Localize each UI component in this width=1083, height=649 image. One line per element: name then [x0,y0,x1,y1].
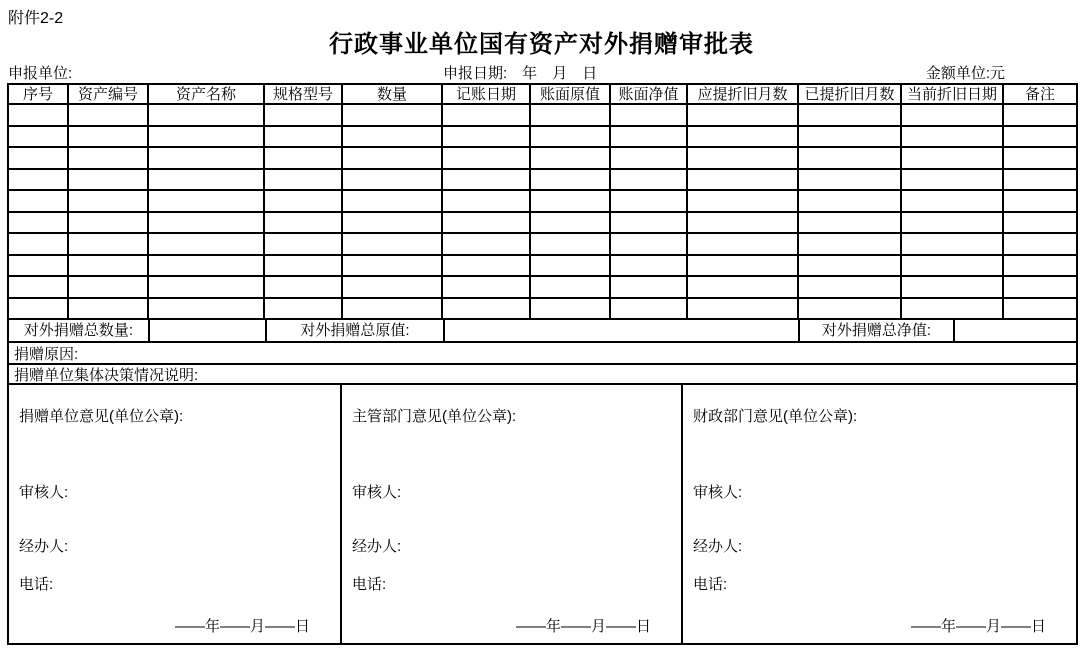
table-cell[interactable] [69,105,149,127]
table-cell[interactable] [902,256,1004,278]
table-cell[interactable] [69,277,149,299]
table-row [9,213,1076,235]
table-cell[interactable] [1004,299,1076,321]
table-cell[interactable] [531,213,611,235]
collective-decision-label: 捐赠单位集体决策情况说明: [14,366,199,384]
column-header: 资产名称 [149,85,265,105]
table-row [9,277,1076,299]
table-cell[interactable] [799,213,902,235]
table-cell[interactable] [688,234,799,256]
table-cell[interactable] [688,105,799,127]
table-cell[interactable] [799,234,902,256]
table-cell[interactable] [1004,277,1076,299]
table-cell[interactable] [443,105,531,127]
finance-date-line: ——年——月——日 [910,618,1046,635]
table-cell[interactable] [9,105,69,127]
table-cell[interactable] [799,299,902,321]
table-cell[interactable] [443,170,531,192]
table-cell[interactable] [9,277,69,299]
table-cell[interactable] [265,256,343,278]
table-cell[interactable] [149,105,265,127]
page-title: 行政事业单位国有资产对外捐赠审批表 [329,31,754,58]
table-cell[interactable] [9,148,69,170]
date-year-label: 年 [522,65,538,82]
table-row [9,191,1076,213]
table-cell[interactable] [1004,170,1076,192]
table-cell[interactable] [611,127,688,149]
collective-decision-row [9,365,1076,385]
total-net-value[interactable] [955,320,1076,343]
table-cell[interactable] [69,191,149,213]
table-cell[interactable] [443,213,531,235]
table-cell[interactable] [149,191,265,213]
table-cell[interactable] [265,213,343,235]
supervisor-date-line: ——年——月——日 [515,618,651,635]
table-cell[interactable] [69,170,149,192]
table-row [9,127,1076,149]
table-cell[interactable] [611,148,688,170]
table-cell[interactable] [1004,213,1076,235]
table-cell[interactable] [902,148,1004,170]
table-cell[interactable] [9,234,69,256]
table-cell[interactable] [149,234,265,256]
table-cell[interactable] [688,191,799,213]
table-cell[interactable] [343,191,443,213]
table-cell[interactable] [902,127,1004,149]
table-cell[interactable] [799,256,902,278]
table-cell[interactable] [443,299,531,321]
supervisor-reviewer-label: 审核人: [352,484,402,501]
table-cell[interactable] [343,213,443,235]
table-cell[interactable] [611,191,688,213]
table-cell[interactable] [902,277,1004,299]
table-row [9,256,1076,278]
table-cell[interactable] [343,256,443,278]
donation-reason-label: 捐赠原因: [14,345,79,363]
table-cell[interactable] [611,277,688,299]
table-cell[interactable] [265,127,343,149]
table-cell[interactable] [688,299,799,321]
table-cell[interactable] [688,148,799,170]
table-cell[interactable] [799,127,902,149]
table-cell[interactable] [1004,234,1076,256]
finance-phone-label: 电话: [693,576,728,593]
table-row [9,234,1076,256]
column-header: 序号 [9,85,69,105]
donation-reason-row [9,343,1076,365]
table-row [9,105,1076,127]
table-cell[interactable] [265,299,343,321]
collective-decision-value[interactable] [198,365,1076,383]
table-cell[interactable] [1004,105,1076,127]
table-cell[interactable] [343,299,443,321]
table-cell[interactable] [265,277,343,299]
supervisor-handler-label: 经办人: [352,538,402,555]
table-cell[interactable] [69,299,149,321]
table-cell[interactable] [799,277,902,299]
column-header: 备注 [1004,85,1076,105]
column-header: 账面原值 [531,85,611,105]
table-cell[interactable] [531,299,611,321]
table-cell[interactable] [1004,148,1076,170]
donation-reason-value[interactable] [78,343,1076,363]
finance-handler-label: 经办人: [693,538,743,555]
amount-unit-label: 金额单位:元 [925,65,1005,82]
table-cell[interactable] [611,234,688,256]
table-cell[interactable] [149,148,265,170]
table-cell[interactable] [443,127,531,149]
column-header: 已提折旧月数 [799,85,902,105]
table-cell[interactable] [531,105,611,127]
supervisor-phone-label: 电话: [352,576,387,593]
table-cell[interactable] [531,170,611,192]
finance-dept-opinion-title: 财政部门意见(单位公章): [693,408,858,425]
table-cell[interactable] [149,213,265,235]
table-cell[interactable] [69,256,149,278]
total-original-value[interactable] [445,320,800,343]
table-cell[interactable] [149,299,265,321]
table-cell[interactable] [343,277,443,299]
declare-date-label: 申报日期: [443,65,508,82]
date-day-label: 日 [582,65,598,82]
table-cell[interactable] [902,191,1004,213]
table-cell[interactable] [9,213,69,235]
table-cell[interactable] [688,277,799,299]
table-cell[interactable] [799,170,902,192]
table-cell[interactable] [611,299,688,321]
table-cell[interactable] [902,213,1004,235]
table-cell[interactable] [799,148,902,170]
table-cell[interactable] [799,105,902,127]
table-cell[interactable] [9,127,69,149]
table-cell[interactable] [688,170,799,192]
table-cell[interactable] [902,299,1004,321]
table-cell[interactable] [688,256,799,278]
table-cell[interactable] [149,170,265,192]
donor-phone-label: 电话: [19,576,54,593]
table-cell[interactable] [265,234,343,256]
table-cell[interactable] [611,105,688,127]
table-cell[interactable] [265,170,343,192]
column-header: 规格型号 [265,85,343,105]
total-quantity-value[interactable] [150,320,267,343]
table-cell[interactable] [531,191,611,213]
table-cell[interactable] [688,127,799,149]
column-header: 应提折旧月数 [688,85,799,105]
supervisor-dept-opinion-title: 主管部门意见(单位公章): [352,408,517,425]
opinion-boxes [9,385,1076,643]
table-cell[interactable] [611,256,688,278]
table-cell[interactable] [265,105,343,127]
donor-reviewer-label: 审核人: [19,484,69,501]
attachment-label: 附件2-2 [8,10,64,27]
table-cell[interactable] [531,148,611,170]
donor-unit-opinion-box [9,385,342,643]
table-cell[interactable] [902,170,1004,192]
column-header: 记账日期 [443,85,531,105]
table-cell[interactable] [531,256,611,278]
donor-unit-opinion-title: 捐赠单位意见(单位公章): [19,408,184,425]
table-row [9,170,1076,192]
summary-row [9,320,1076,343]
table-cell[interactable] [265,191,343,213]
column-header: 账面净值 [611,85,688,105]
table-cell[interactable] [9,299,69,321]
table-cell[interactable] [9,191,69,213]
total-quantity-label: 对外捐赠总数量: [9,320,150,343]
table-cell[interactable] [343,234,443,256]
table-cell[interactable] [1004,191,1076,213]
table-cell[interactable] [443,191,531,213]
declare-date-group [443,62,597,83]
table-cell[interactable] [531,234,611,256]
table-cell[interactable] [69,234,149,256]
table-cell[interactable] [265,148,343,170]
date-month-label: 月 [552,65,568,82]
table-cell[interactable] [443,148,531,170]
table-cell[interactable] [69,148,149,170]
table-cell[interactable] [611,170,688,192]
table-cell[interactable] [343,105,443,127]
table-cell[interactable] [343,170,443,192]
total-net-value-label: 对外捐赠总净值: [800,320,955,343]
table-body [9,105,1076,320]
table-cell[interactable] [69,127,149,149]
table-cell[interactable] [149,277,265,299]
donor-date-line: ——年——月——日 [174,618,310,635]
column-header: 资产编号 [69,85,149,105]
donor-handler-label: 经办人: [19,538,69,555]
table-cell[interactable] [9,256,69,278]
supervisor-dept-opinion-box [342,385,683,643]
table-cell[interactable] [443,256,531,278]
table-cell[interactable] [611,213,688,235]
table-cell[interactable] [688,213,799,235]
table-cell[interactable] [902,234,1004,256]
table-cell[interactable] [343,148,443,170]
table-cell[interactable] [443,234,531,256]
table-cell[interactable] [69,213,149,235]
table-cell[interactable] [443,277,531,299]
finance-dept-opinion-box [683,385,1076,643]
table-cell[interactable] [9,170,69,192]
finance-reviewer-label: 审核人: [693,484,743,501]
table-row [9,148,1076,170]
table-row [9,299,1076,321]
table-cell[interactable] [1004,127,1076,149]
table-header-row [9,85,1076,105]
table-cell[interactable] [149,127,265,149]
asset-table [7,83,1078,645]
table-cell[interactable] [531,127,611,149]
table-cell[interactable] [799,191,902,213]
table-cell[interactable] [531,277,611,299]
table-cell[interactable] [902,105,1004,127]
table-cell[interactable] [1004,256,1076,278]
table-cell[interactable] [343,127,443,149]
column-header: 当前折旧日期 [902,85,1004,105]
table-cell[interactable] [149,256,265,278]
column-header: 数量 [343,85,443,105]
declaring-unit-label: 申报单位: [8,65,73,82]
total-original-value-label: 对外捐赠总原值: [267,320,445,343]
